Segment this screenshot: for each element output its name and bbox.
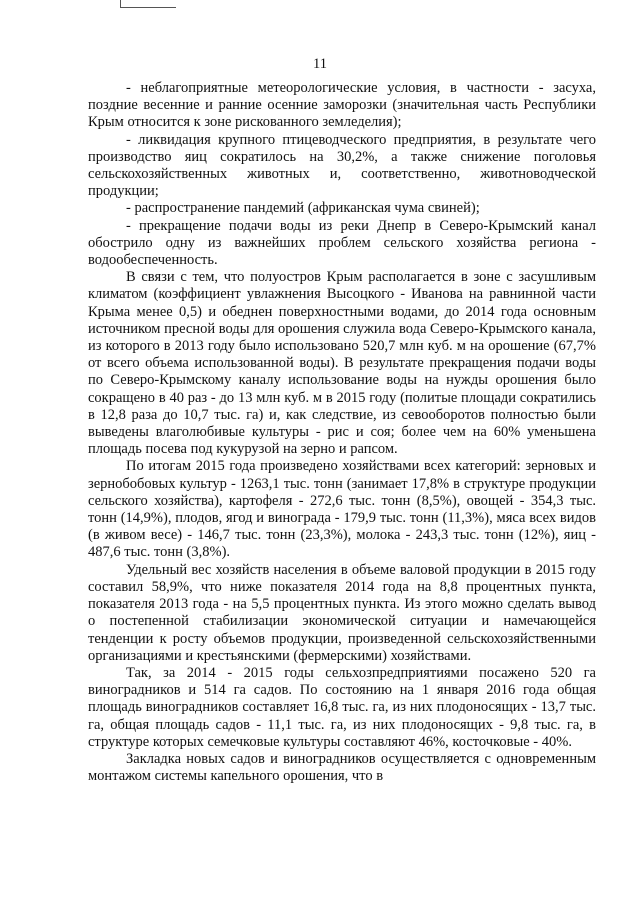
paragraph-household-share: Удельный вес хозяйств населения в объеме валовой продукции в 2015 году составил 58,9%, что ниже показателя 2014 года на 8,8 процентных пункта, показателя 2013 года - на 5,5 процентных пункта. Из этого можно сделать вывод о постепенной стабилизации экономической ситуации и намечающейся тенденции к росту объемов продукции, произведенной сельскохозяйственными организациями и крестьянскими (фермерскими) хозяйствами.: [88, 561, 596, 664]
list-item-poultry: - ликвидация крупного птицеводческого предприятия, в результате чего производство яиц сократилось на 30,2%, а также снижение поголовья сельскохозяйственных животных и, соответственно, животноводческой продукции;: [88, 131, 596, 200]
scan-artifact: [120, 0, 176, 8]
document-body: [88, 80, 596, 785]
paragraph-irrigation: В связи с тем, что полуостров Крым располагается в зоне с засушливым климатом (коэффициент увлажнения Высоцкого - Иванова на равнинной части Крыма менее 0,5) и обеднен поверхностными водами, до 2014 года основным источником пресной воды для орошения служила вода Северо-Крымского канала, из которого в 2013 году было использовано 520,7 млн куб. м на орошение (67,7% от всего объема использованной воды). В результате прекращения подачи воды по Северо-Крымскому каналу использование воды на нужды орошения было сокращено в 40 раз - до 13 млн куб. м в 2015 году (политые площади сократились в 12,8 раза до 10,7 тыс. га) и, как следствие, из севооборотов полностью были выведены влаголюбивые культуры - рис и соя; более чем на 60% уменьшена площадь посева под кукурузой на зерно и рапсом.: [88, 269, 596, 458]
page-number: 11: [313, 56, 327, 72]
paragraph-orchards: Так, за 2014 - 2015 годы сельхозпредприятиями посажено 520 га виноградников и 514 га садов. По состоянию на 1 января 2016 года общая площадь виноградников составляет 16,8 тыс. га, из них плодоносящих - 13,7 тыс. га, общая площадь садов - 11,1 тыс. га, из них плодоносящих - 9,8 тыс. га, в структуре которых семечковые культуры составляют 46%, косточковые - 40%.: [88, 664, 596, 750]
list-item-weather: - неблагоприятные метеорологические условия, в частности - засуха, поздние весенние и ранние осенние заморозки (значительная часть Республики Крым относится к зоне рискованного земледелия);: [88, 80, 596, 131]
paragraph-drip-irrigation: Закладка новых садов и виноградников осуществляется с одновременным монтажом системы капельного орошения, что в: [88, 750, 596, 785]
list-item-water-supply: - прекращение подачи воды из реки Днепр в Северо-Крымский канал обострило одну из важнейших проблем сельского хозяйства региона - водообеспеченность.: [88, 217, 596, 269]
paragraph-production-2015: По итогам 2015 года произведено хозяйствами всех категорий: зерновых и зернобобовых культур - 1263,1 тыс. тонн (занимает 17,8% в структуре продукции сельского хозяйства), картофеля - 272,6 тыс. тонн (8,5%), овощей - 354,3 тыс. тонн (14,9%), плодов, ягод и винограда - 179,9 тыс. тонн (11,3%), мяса всех видов (в живом весе) - 146,7 тыс. тонн (23,3%), молока - 243,3 тыс. тонн (12%), яиц - 487,6 тыс. тонн (3,8%).: [88, 458, 596, 561]
list-item-pandemics: - распространение пандемий (африканская чума свиней);: [126, 200, 480, 217]
